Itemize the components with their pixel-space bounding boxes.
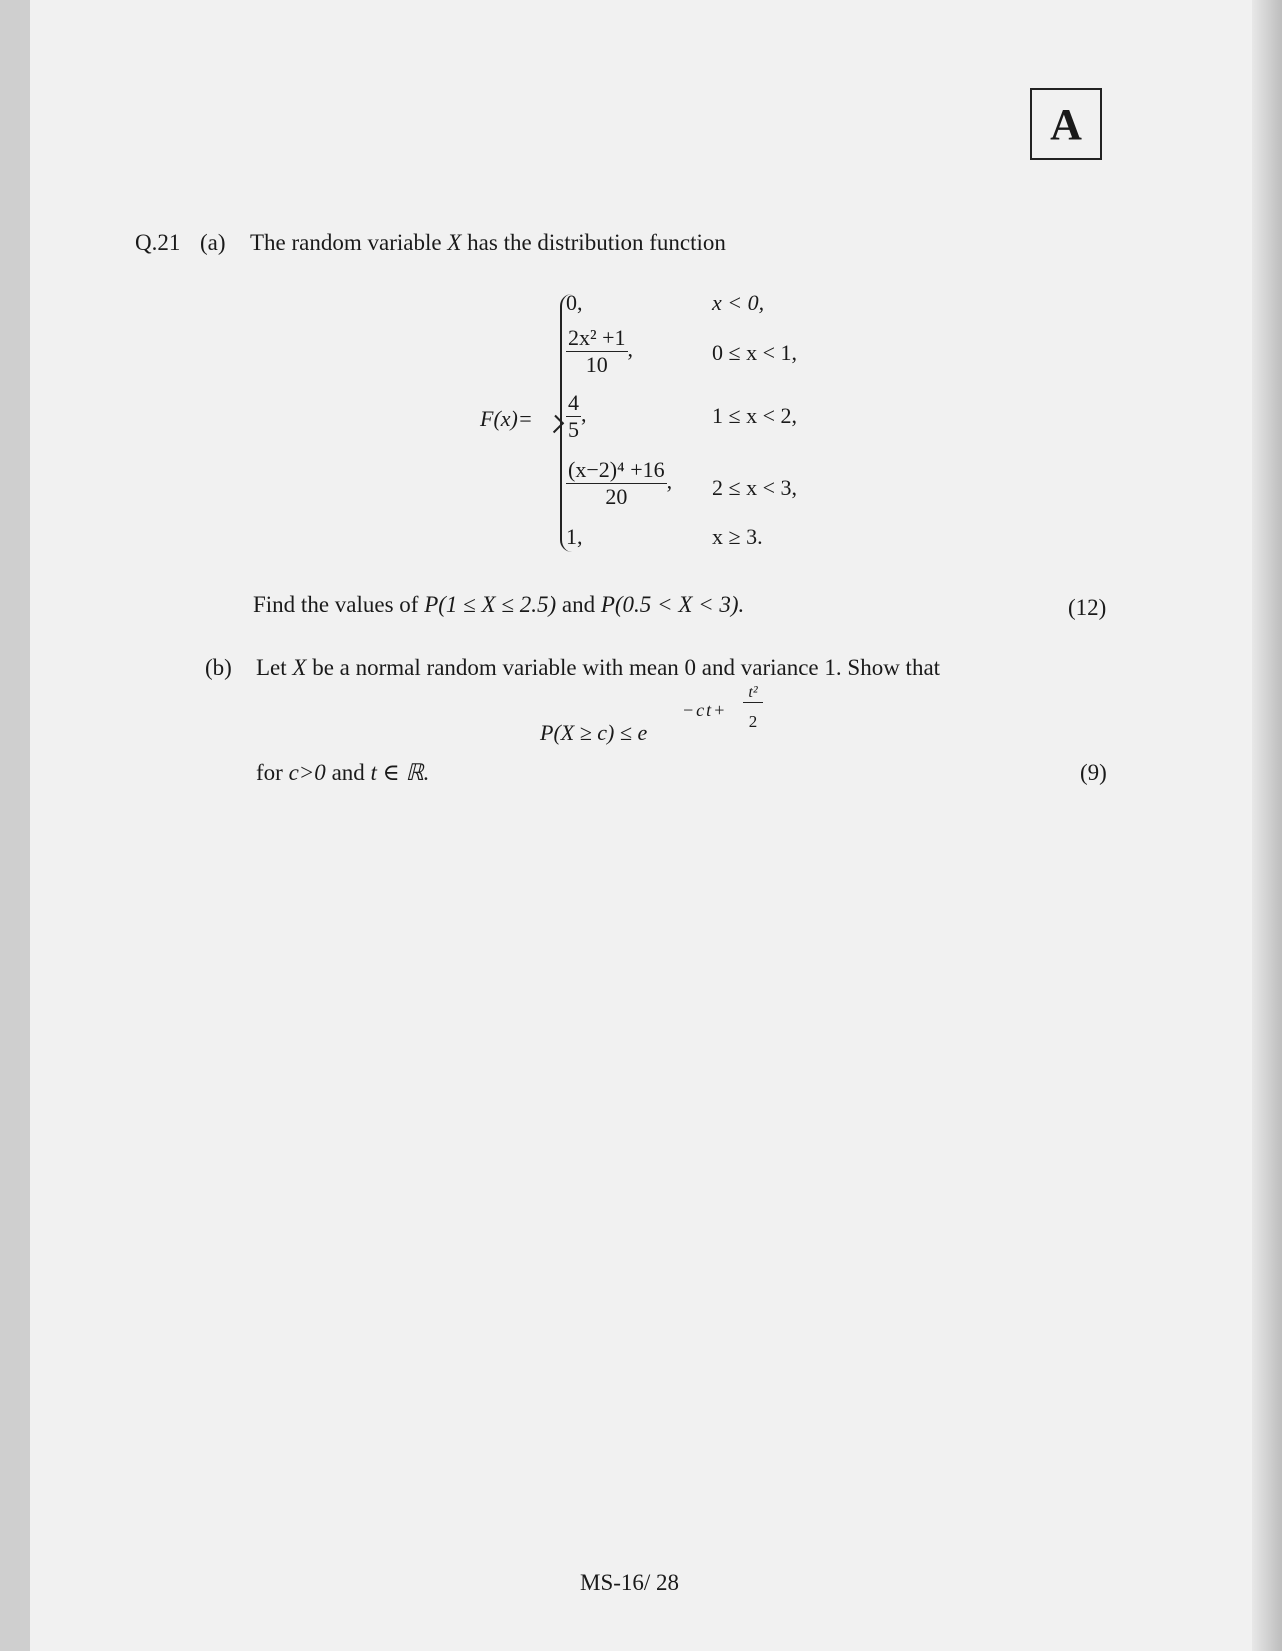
case-4-fraction [566,457,667,510]
case-2-numerator: 2x² +1 [568,325,626,350]
case-4-cond: 2 ≤ x < 3, [712,475,797,500]
find-and: and [561,592,596,617]
cond-c: c>0 [288,760,326,785]
case-2-denominator: 10 [585,352,608,377]
part-b-var: X [292,655,307,680]
part-b-marks: (9) [1080,760,1107,785]
cond-and: and [331,760,365,785]
exponent-base: −ct+ [682,700,728,720]
function-lhs: F(x)= [480,406,533,431]
part-b-mid: be a normal random variable with mean 0 and variance 1. [312,655,842,680]
part-b-text [256,655,940,681]
page-footer: MS-16/ 28 [580,1570,680,1595]
find-line [253,592,744,618]
intro-pre: The random variable [250,230,442,255]
case-2-cond: 0 ≤ x < 1, [712,340,797,365]
part-a-marks: (12) [1068,595,1107,620]
question-number: Q.21 [135,230,181,255]
part-a-intro [250,230,726,256]
find-pre: Find the values of [253,592,419,617]
exponent-numerator: t² [743,684,763,703]
case-1-cond: x < 0, [712,290,765,315]
part-b-label: (b) [205,655,232,680]
case-1-expr: 0, [566,290,583,315]
exponent-denominator: 2 [748,712,758,731]
case-4-denominator: 20 [605,484,628,509]
part-b-pre: Let [256,655,287,680]
intro-post: has the distribution function [467,230,726,255]
case-2-fraction [566,325,628,378]
case-3-numerator: 4 [568,390,579,415]
case-4-numerator: (x−2)⁴ +16 [568,457,665,482]
probability-1: P(1 ≤ X ≤ 2.5) [424,592,557,617]
part-b-condition [256,760,429,786]
case-4-expr [566,457,672,510]
case-3-expr [566,390,587,443]
inequality-lhs: P(X ≥ c) ≤ e [540,720,648,745]
question-set-label: A [1030,88,1102,160]
case-3-comma: , [581,401,587,427]
case-3-denominator: 5 [568,417,579,442]
probability-2: P(0.5 < X < 3). [600,592,745,617]
case-2-expr [566,325,633,378]
page-edge-shadow [1252,0,1282,1651]
part-a-label: (a) [200,230,226,255]
case-5-expr: 1, [566,524,583,549]
case-4-comma: , [666,468,673,494]
cond-t: t ∈ ℝ. [370,760,430,785]
case-3-fraction [566,390,581,443]
intro-var: X [447,230,462,255]
case-3-cond: 1 ≤ x < 2, [712,403,797,428]
case-5-cond: x ≥ 3. [712,524,763,549]
case-2-comma: , [627,336,634,362]
part-b-show-that: Show that [847,655,941,680]
cond-pre: for [256,760,283,785]
